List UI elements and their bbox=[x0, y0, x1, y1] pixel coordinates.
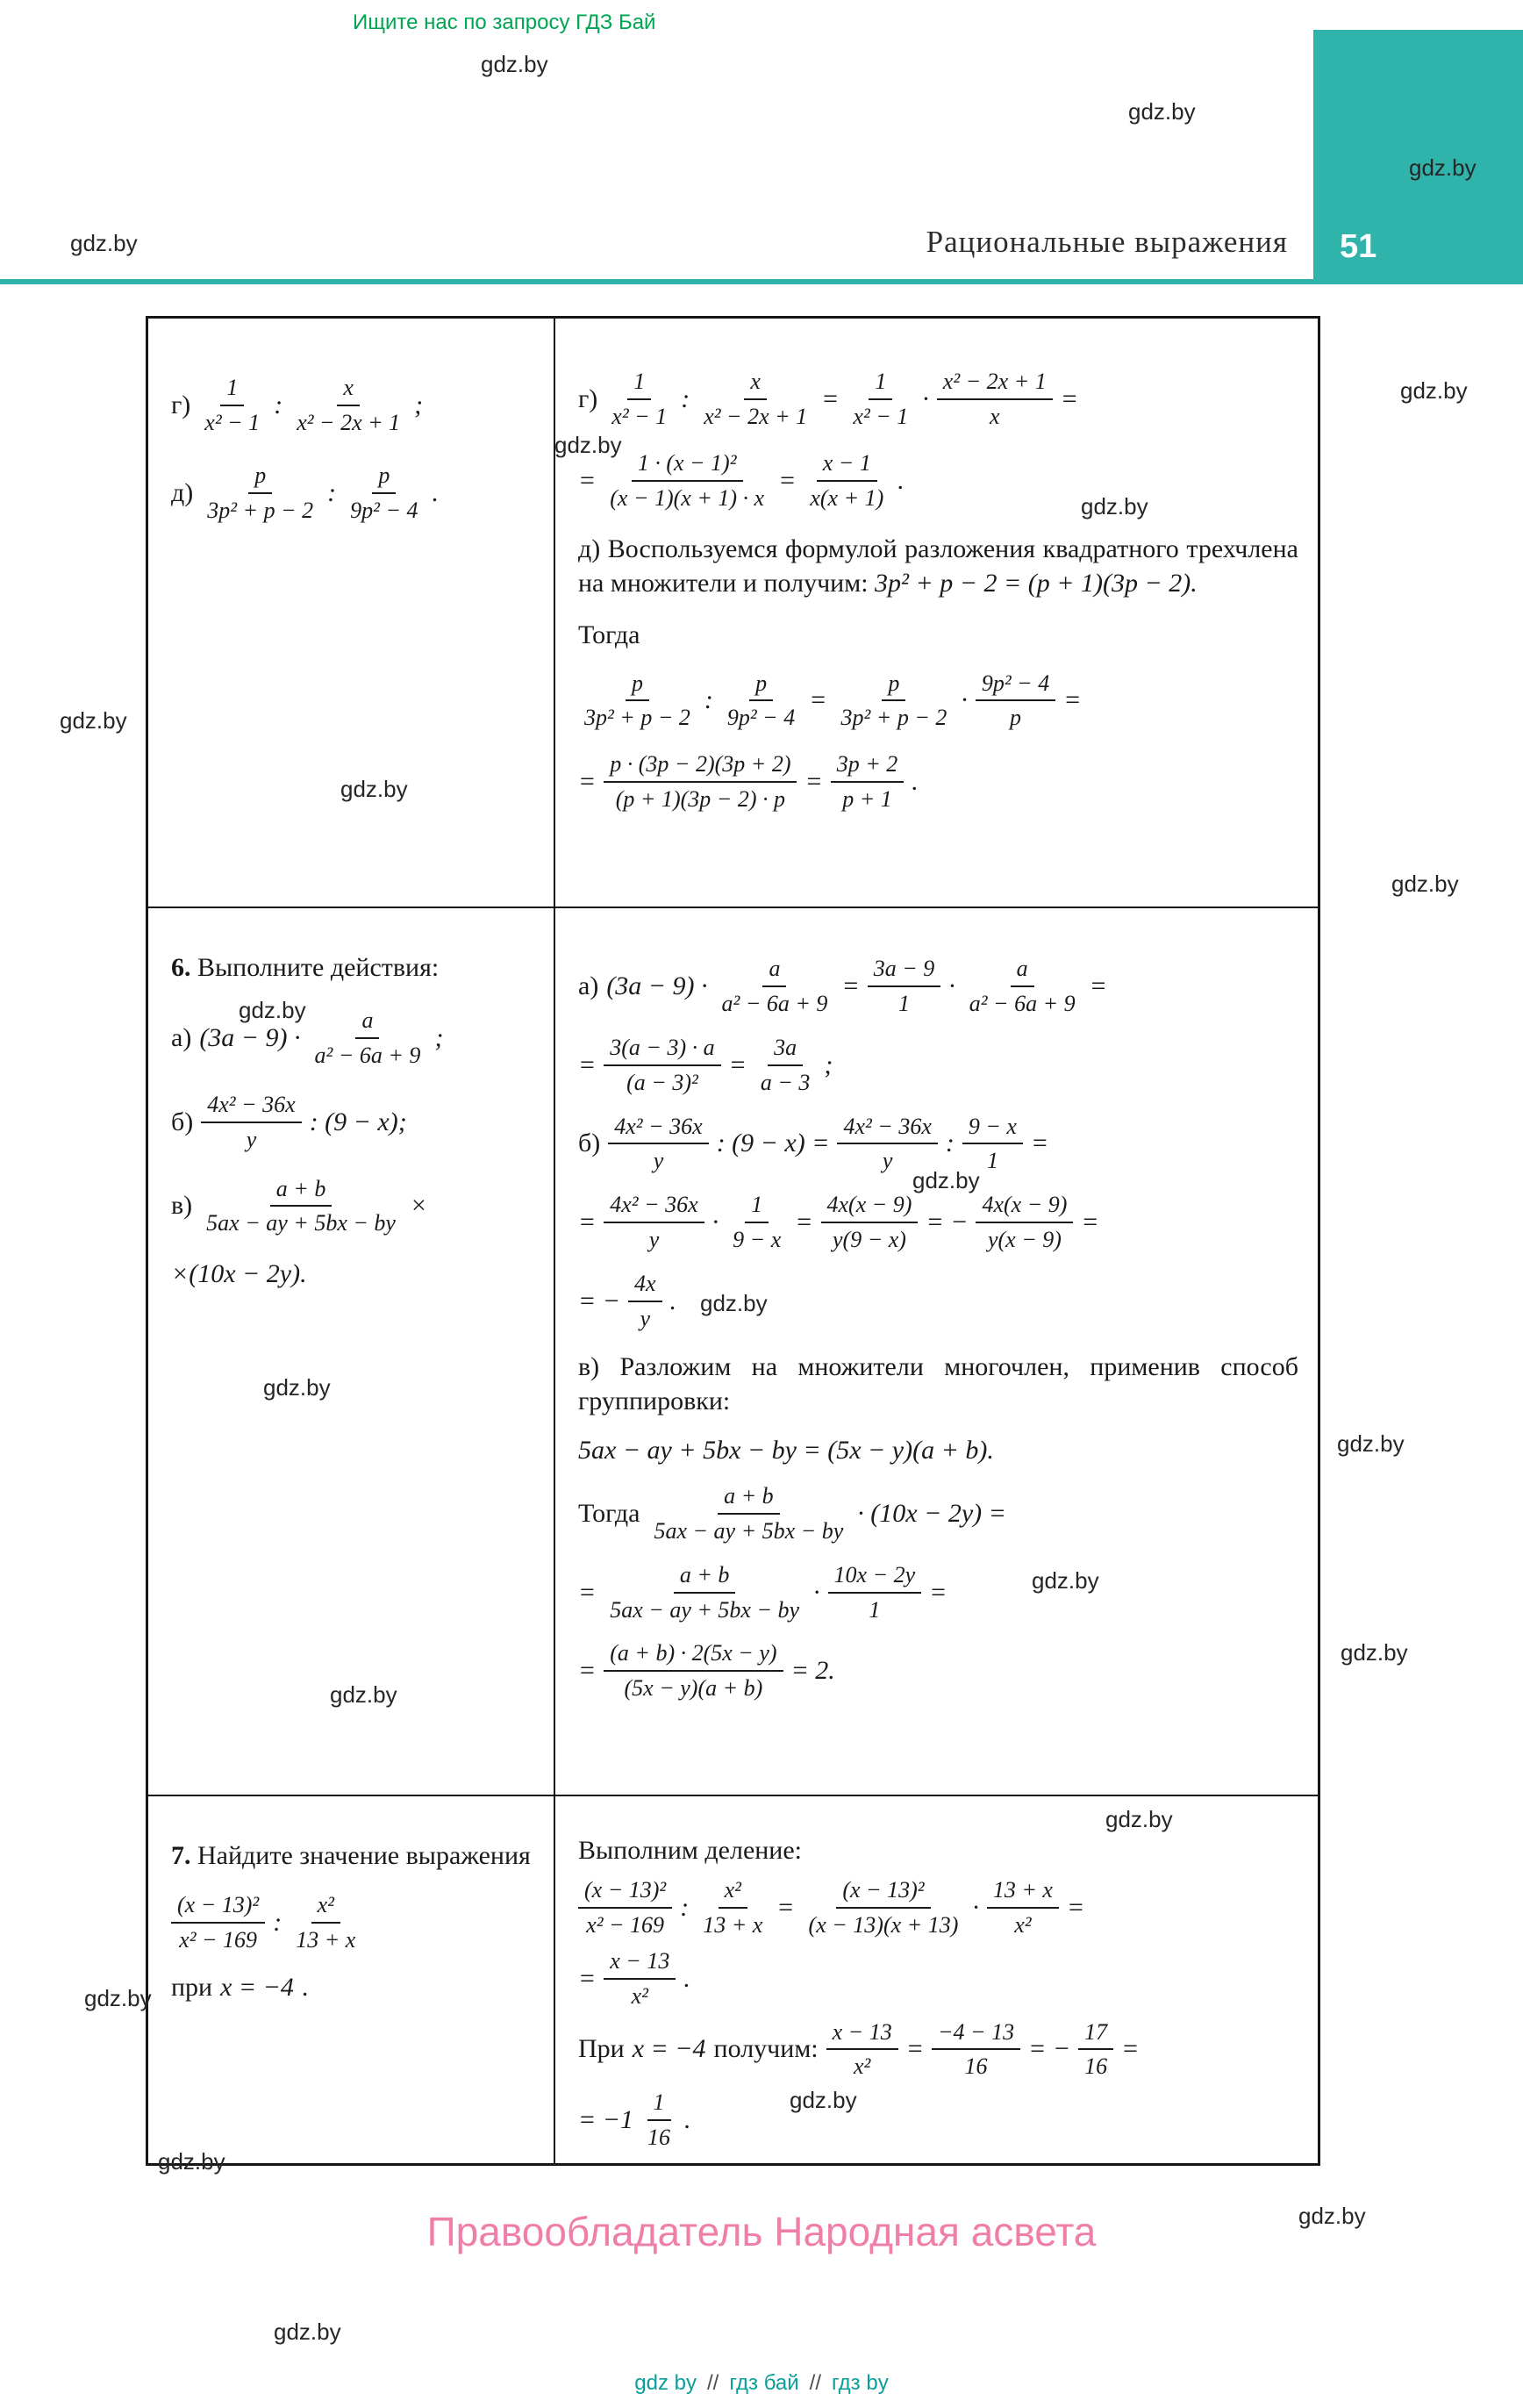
text-run: а) bbox=[171, 1022, 192, 1052]
watermark-gdz: gdz.by bbox=[239, 997, 306, 1023]
fraction bbox=[344, 462, 424, 524]
denominator: 13 + x bbox=[703, 1911, 763, 1938]
numerator: p bbox=[248, 462, 272, 494]
math-text: = bbox=[1030, 1129, 1049, 1158]
watermark-gdz: gdz.by bbox=[700, 1290, 768, 1316]
math-text: = − bbox=[926, 1208, 969, 1237]
text-run: в) Разложим на множители многочлен, применив способ группировки: bbox=[578, 1351, 1298, 1415]
fraction bbox=[721, 670, 801, 732]
numerator: x bbox=[337, 375, 360, 406]
math-line bbox=[578, 620, 1298, 650]
solutions-table bbox=[146, 316, 1320, 2166]
fraction bbox=[804, 450, 890, 512]
denominator: 16 bbox=[964, 2053, 988, 2080]
math-text: : (9 − x) = bbox=[716, 1129, 830, 1158]
denominator: 3p² + p − 2 bbox=[207, 497, 314, 523]
math-text: . bbox=[684, 2105, 691, 2135]
numerator: p bbox=[749, 670, 773, 702]
numerator: x² bbox=[311, 1892, 340, 1924]
watermark-gdz: gdz.by bbox=[790, 2087, 857, 2113]
denominator: 9p² − 4 bbox=[726, 705, 796, 731]
fraction bbox=[290, 1892, 361, 1953]
denominator: 1 bbox=[986, 1148, 998, 1174]
numerator: 10x − 2y bbox=[828, 1562, 922, 1594]
fraction bbox=[697, 369, 813, 430]
text-run: Тогда bbox=[578, 1498, 640, 1528]
math-line bbox=[171, 1007, 534, 1069]
fraction bbox=[932, 2019, 1020, 2081]
math-text: = bbox=[804, 767, 823, 797]
watermark-gdz: gdz.by bbox=[70, 230, 138, 256]
denominator: (a − 3)² bbox=[626, 1069, 698, 1095]
text-run: Выполним деление: bbox=[578, 1836, 803, 1865]
text-run: д) bbox=[171, 477, 194, 507]
numerator: (x − 13)² bbox=[578, 1877, 672, 1909]
math-text: = bbox=[1060, 383, 1079, 413]
bold-label: 6. bbox=[171, 953, 197, 982]
paragraph bbox=[578, 1833, 1298, 1867]
math-line bbox=[578, 1192, 1298, 1253]
math-text: : (9 − x); bbox=[309, 1107, 407, 1136]
fraction bbox=[803, 1877, 965, 1939]
text-run: г) bbox=[171, 390, 191, 419]
math-text: : bbox=[681, 383, 690, 413]
fraction bbox=[754, 1035, 817, 1096]
fraction bbox=[937, 369, 1053, 430]
math-text: : bbox=[273, 1907, 282, 1937]
watermark-gdz: gdz.by bbox=[912, 1167, 980, 1193]
fraction bbox=[608, 1114, 708, 1175]
fraction bbox=[604, 1640, 783, 1702]
watermark-gdz: gdz.by bbox=[60, 707, 127, 734]
math-line bbox=[578, 2089, 1298, 2151]
text-run: Найдите значение выражения bbox=[197, 1841, 531, 1870]
top-search-banner: Ищите нас по запросу ГДЗ Бай bbox=[353, 11, 656, 34]
denominator: x² bbox=[854, 2053, 871, 2080]
math-line bbox=[578, 751, 1298, 813]
math-text: × bbox=[409, 1191, 428, 1221]
numerator: 1 bbox=[627, 369, 651, 400]
numerator: 1 bbox=[647, 2089, 671, 2121]
solution-7-cell bbox=[555, 1796, 1318, 2163]
numerator: 4x(x − 9) bbox=[976, 1192, 1073, 1223]
numerator: a + b bbox=[718, 1483, 780, 1515]
denominator: x² − 1 bbox=[204, 409, 261, 435]
math-text: . bbox=[432, 477, 439, 507]
denominator: y bbox=[648, 1227, 660, 1253]
problem-g-d-cell bbox=[148, 319, 555, 908]
numerator: a + b bbox=[674, 1562, 736, 1594]
math-text: = bbox=[1081, 1208, 1099, 1237]
fraction bbox=[200, 1176, 402, 1237]
denominator: 5ax − ay + 5bx − by bbox=[610, 1596, 800, 1623]
math-text: : bbox=[327, 477, 337, 507]
watermark-gdz: gdz.by bbox=[330, 1681, 397, 1708]
watermark-gdz: gdz.by bbox=[340, 776, 408, 802]
fraction bbox=[828, 1562, 922, 1623]
numerator: 17 bbox=[1078, 2019, 1113, 2051]
denominator: 1 bbox=[897, 990, 910, 1016]
numerator: x − 1 bbox=[817, 450, 877, 482]
numerator: p bbox=[626, 670, 649, 702]
numerator: (a + b) · 2(5x − y) bbox=[604, 1640, 783, 1672]
text-run: а) bbox=[578, 971, 599, 1000]
denominator: p + 1 bbox=[842, 786, 892, 813]
denominator: y bbox=[640, 1306, 651, 1332]
math-text: = bbox=[929, 1577, 947, 1607]
denominator: 3p² + p − 2 bbox=[840, 705, 947, 731]
fraction bbox=[604, 751, 797, 813]
watermark-gdz: gdz.by bbox=[1128, 98, 1196, 125]
denominator: x² − 2x + 1 bbox=[704, 403, 808, 429]
denominator: (5x − y)(a + b) bbox=[624, 1675, 763, 1702]
fraction bbox=[976, 1192, 1073, 1253]
numerator: p bbox=[372, 462, 396, 494]
fraction bbox=[834, 670, 953, 732]
math-text: = bbox=[1066, 1892, 1085, 1922]
numerator: 1 bbox=[745, 1192, 769, 1223]
denominator: a² − 6a + 9 bbox=[969, 990, 1076, 1016]
fraction bbox=[604, 1562, 805, 1623]
fraction bbox=[868, 956, 941, 1017]
fraction bbox=[201, 1092, 301, 1153]
math-text: = bbox=[578, 1963, 597, 1993]
fraction bbox=[697, 1877, 769, 1939]
math-text: · bbox=[972, 1892, 979, 1922]
watermark-gdz: gdz.by bbox=[274, 2318, 341, 2345]
math-text: . bbox=[897, 465, 905, 495]
fraction bbox=[987, 1877, 1059, 1939]
math-text: ; bbox=[414, 390, 424, 419]
text-run: б) bbox=[171, 1107, 194, 1136]
paragraph bbox=[171, 1838, 534, 1873]
denominator: x² − 169 bbox=[586, 1911, 665, 1938]
fraction bbox=[831, 751, 905, 813]
numerator: 3(a − 3) · a bbox=[604, 1035, 720, 1066]
fraction bbox=[171, 1892, 265, 1953]
text-run: . bbox=[301, 1972, 309, 2002]
denominator: 5ax − ay + 5bx − by bbox=[654, 1517, 844, 1544]
text-run: получим: bbox=[713, 2034, 819, 2064]
math-text: · bbox=[961, 685, 968, 715]
numerator: x² bbox=[719, 1877, 747, 1909]
numerator: (x − 13)² bbox=[171, 1892, 265, 1924]
math-text: . bbox=[683, 1963, 690, 1993]
math-text: ×(10x − 2y). bbox=[171, 1259, 307, 1289]
text-run: Выполните действия: bbox=[197, 953, 440, 982]
numerator: 1 bbox=[220, 375, 244, 406]
math-line bbox=[171, 1092, 534, 1153]
paragraph bbox=[171, 950, 534, 985]
denominator: x² − 169 bbox=[179, 1926, 258, 1953]
fraction bbox=[821, 1192, 919, 1253]
denominator: y bbox=[246, 1126, 257, 1152]
numerator: a bbox=[762, 956, 786, 987]
math-text: = bbox=[728, 1050, 747, 1079]
denominator: y bbox=[882, 1148, 893, 1174]
denominator: (x − 1)(x + 1) · x bbox=[610, 484, 765, 511]
math-text: = bbox=[778, 465, 797, 495]
math-line bbox=[171, 375, 534, 436]
denominator: a² − 6a + 9 bbox=[721, 990, 828, 1016]
fraction bbox=[201, 462, 319, 524]
math-text: = bbox=[905, 2034, 924, 2064]
math-text: · bbox=[711, 1208, 719, 1237]
math-text: = bbox=[1063, 685, 1082, 715]
math-line bbox=[578, 1035, 1298, 1096]
math-text: (3a − 9) · bbox=[606, 971, 708, 1000]
page-number-box bbox=[1313, 30, 1523, 281]
math-text: : bbox=[274, 390, 283, 419]
math-line bbox=[578, 450, 1298, 512]
denominator: y(9 − x) bbox=[833, 1227, 906, 1253]
numerator: a bbox=[1011, 956, 1034, 987]
watermark-gdz: gdz.by bbox=[481, 51, 548, 77]
math-text: 5ax − ay + 5bx − by = (5x − y)(a + b). bbox=[578, 1435, 994, 1465]
fraction bbox=[604, 1192, 704, 1253]
math-text: x = −4 bbox=[632, 2034, 706, 2064]
math-text: ; bbox=[434, 1022, 444, 1052]
numerator: 4x² − 36x bbox=[837, 1114, 937, 1145]
problem-6-cell bbox=[148, 908, 555, 1796]
numerator: 3a − 9 bbox=[868, 956, 941, 987]
numerator: 13 + x bbox=[987, 1877, 1059, 1909]
math-text: = bbox=[809, 685, 827, 715]
numerator: x − 13 bbox=[604, 1948, 676, 1980]
math-text: : bbox=[680, 1892, 690, 1922]
denominator: y bbox=[653, 1148, 664, 1174]
numerator: −4 − 13 bbox=[932, 2019, 1020, 2051]
denominator: x² bbox=[631, 1982, 648, 2009]
numerator: 4x bbox=[628, 1271, 662, 1302]
fraction bbox=[726, 1192, 787, 1253]
math-text: = bbox=[795, 1208, 813, 1237]
watermark-gdz: gdz.by bbox=[1409, 154, 1477, 181]
numerator: a bbox=[355, 1007, 379, 1039]
math-line bbox=[578, 1436, 1298, 1466]
problem-7-cell bbox=[148, 1796, 555, 2163]
watermark-gdz: gdz.by bbox=[1400, 377, 1468, 404]
denominator: (p + 1)(3p − 2) · p bbox=[615, 786, 785, 813]
math-text: ; bbox=[824, 1050, 833, 1079]
math-text: = bbox=[578, 1577, 597, 1607]
math-text: : bbox=[945, 1129, 955, 1158]
publisher-note: Правообладатель Народная асвета bbox=[426, 2209, 1097, 2254]
math-text: = −1 bbox=[578, 2105, 633, 2135]
math-line bbox=[578, 1562, 1298, 1623]
math-text: = bbox=[578, 465, 597, 495]
fraction bbox=[578, 1877, 672, 1939]
numerator: 1 bbox=[869, 369, 892, 400]
math-line bbox=[171, 1259, 534, 1289]
math-text: = bbox=[578, 1208, 597, 1237]
text-run: д) Воспользуемся формулой разложения квадратного трехчлена на множители и получим: bbox=[578, 534, 1298, 598]
fraction bbox=[1078, 2019, 1113, 2081]
denominator: y(x − 9) bbox=[987, 1227, 1062, 1253]
math-line bbox=[171, 462, 534, 524]
numerator: p bbox=[882, 670, 905, 702]
bold-label: 7. bbox=[171, 1841, 197, 1870]
fraction bbox=[641, 2089, 676, 2151]
solution-g-d-cell bbox=[555, 319, 1318, 908]
denominator: p bbox=[1010, 705, 1022, 731]
math-text: · bbox=[948, 971, 955, 1000]
watermark-gdz: gdz.by bbox=[1032, 1567, 1099, 1594]
denominator: (x − 13)(x + 13) bbox=[808, 1911, 959, 1938]
watermark-gdz: gdz.by bbox=[1391, 871, 1459, 897]
fraction bbox=[290, 375, 406, 436]
math-text: = bbox=[1089, 971, 1107, 1000]
math-line bbox=[578, 1877, 1298, 1939]
math-line bbox=[578, 670, 1298, 732]
watermark-gdz: gdz.by bbox=[1337, 1430, 1405, 1457]
footer-link-gdz-bai[interactable]: гдз бай bbox=[729, 2371, 799, 2395]
numerator: x bbox=[744, 369, 767, 400]
numerator: 9p² − 4 bbox=[976, 670, 1055, 702]
math-text: 3p² + p − 2 = (p + 1)(3p − 2). bbox=[875, 568, 1198, 598]
math-text: . bbox=[669, 1286, 677, 1316]
denominator: x bbox=[990, 403, 1000, 429]
math-line bbox=[578, 2019, 1298, 2081]
math-line bbox=[171, 1176, 534, 1237]
denominator: 16 bbox=[647, 2125, 670, 2151]
math-text: = 2. bbox=[790, 1656, 835, 1686]
math-text: . bbox=[912, 767, 919, 797]
watermark-gdz: gdz.by bbox=[84, 1985, 152, 2011]
text-run: Тогда bbox=[578, 620, 640, 649]
footer-separator: // bbox=[809, 2371, 821, 2395]
watermark-gdz: gdz.by bbox=[1081, 493, 1148, 520]
denominator: 3p² + p − 2 bbox=[584, 705, 690, 731]
numerator: a + b bbox=[270, 1176, 332, 1208]
watermark-gdz: gdz.by bbox=[263, 1374, 331, 1401]
math-line bbox=[578, 1483, 1298, 1544]
denominator: 13 + x bbox=[296, 1926, 356, 1953]
numerator: p · (3p − 2)(3p + 2) bbox=[604, 751, 797, 783]
fraction bbox=[628, 1271, 662, 1332]
fraction bbox=[309, 1007, 427, 1069]
footer-separator: // bbox=[707, 2371, 719, 2395]
footer-links bbox=[0, 2371, 1523, 2396]
fraction bbox=[198, 375, 266, 436]
math-line bbox=[578, 1114, 1298, 1175]
text-run: б) bbox=[578, 1129, 601, 1158]
math-text: · bbox=[813, 1577, 820, 1607]
math-text: = bbox=[1121, 2034, 1140, 2064]
math-text: (3a − 9) · bbox=[199, 1022, 301, 1052]
watermark-gdz: gdz.by bbox=[158, 2148, 225, 2175]
math-text: = bbox=[776, 1892, 795, 1922]
math-text: · (10x − 2y) = bbox=[857, 1498, 1006, 1528]
footer-link-gdz-by-2[interactable]: гдз by bbox=[832, 2371, 889, 2395]
numerator: 4x(x − 9) bbox=[821, 1192, 919, 1223]
fraction bbox=[605, 369, 673, 430]
denominator: x(x + 1) bbox=[810, 484, 884, 511]
paragraph bbox=[578, 1350, 1298, 1418]
denominator: x² − 2x + 1 bbox=[297, 409, 401, 435]
fraction bbox=[826, 2019, 898, 2081]
fraction bbox=[647, 1483, 849, 1544]
denominator: x² bbox=[1014, 1911, 1032, 1938]
numerator: x² − 2x + 1 bbox=[937, 369, 1053, 400]
watermark-gdz: gdz.by bbox=[1341, 1639, 1408, 1666]
fraction bbox=[716, 956, 834, 1017]
numerator: x − 13 bbox=[826, 2019, 898, 2051]
denominator: 9p² − 4 bbox=[350, 497, 418, 523]
footer-link-gdz-by[interactable]: gdz by bbox=[634, 2371, 697, 2395]
watermark-gdz: gdz.by bbox=[554, 432, 622, 458]
denominator: 9 − x bbox=[733, 1227, 782, 1253]
fraction bbox=[837, 1114, 937, 1175]
denominator: x² − 1 bbox=[853, 403, 909, 429]
numerator: 3p + 2 bbox=[831, 751, 905, 783]
math-line bbox=[578, 369, 1298, 430]
fraction bbox=[976, 670, 1055, 732]
page-title: Рациональные выражения bbox=[926, 225, 1288, 259]
denominator: a² − 6a + 9 bbox=[314, 1042, 421, 1068]
math-text: = bbox=[578, 1656, 597, 1686]
math-line bbox=[171, 1892, 534, 1953]
text-run: г) bbox=[578, 383, 598, 413]
math-text: = bbox=[841, 971, 860, 1000]
denominator: a − 3 bbox=[760, 1069, 811, 1095]
text-run: При bbox=[578, 2034, 625, 2064]
math-line bbox=[578, 1271, 1298, 1332]
numerator: (x − 13)² bbox=[836, 1877, 930, 1909]
text-run: в) bbox=[171, 1191, 193, 1221]
denominator: 16 bbox=[1084, 2053, 1108, 2080]
math-text: x = −4 bbox=[220, 1972, 294, 2002]
paragraph bbox=[578, 532, 1298, 600]
math-text: = bbox=[578, 1050, 597, 1079]
numerator: 4x² − 36x bbox=[608, 1114, 708, 1145]
fraction bbox=[962, 1114, 1023, 1175]
fraction bbox=[847, 369, 914, 430]
watermark-gdz: gdz.by bbox=[1298, 2203, 1366, 2229]
denominator: 1 bbox=[869, 1596, 881, 1623]
denominator: 5ax − ay + 5bx − by bbox=[206, 1210, 396, 1236]
numerator: 4x² − 36x bbox=[201, 1092, 301, 1123]
text-run: при bbox=[171, 1972, 213, 2002]
fraction bbox=[963, 956, 1082, 1017]
page-number: 51 bbox=[1340, 228, 1377, 265]
math-line bbox=[578, 956, 1298, 1017]
fraction bbox=[604, 1035, 720, 1096]
math-text: = bbox=[578, 767, 597, 797]
math-text: = − bbox=[1028, 2034, 1071, 2064]
fraction bbox=[604, 450, 770, 512]
math-line bbox=[578, 1948, 1298, 2010]
math-text: = bbox=[821, 383, 840, 413]
fraction bbox=[578, 670, 697, 732]
header-rule bbox=[0, 279, 1523, 284]
numerator: 3a bbox=[768, 1035, 803, 1066]
numerator: 9 − x bbox=[962, 1114, 1023, 1145]
denominator: x² − 1 bbox=[611, 403, 668, 429]
solution-6-cell bbox=[555, 908, 1318, 1796]
numerator: 4x² − 36x bbox=[604, 1192, 704, 1223]
math-line bbox=[171, 1973, 534, 2003]
math-text: = − bbox=[578, 1286, 620, 1316]
watermark-gdz: gdz.by bbox=[1105, 1806, 1173, 1832]
math-text: : bbox=[704, 685, 713, 715]
math-line bbox=[578, 1640, 1298, 1702]
math-text: · bbox=[922, 383, 929, 413]
fraction bbox=[604, 1948, 676, 2010]
numerator: 1 · (x − 1)² bbox=[632, 450, 743, 482]
